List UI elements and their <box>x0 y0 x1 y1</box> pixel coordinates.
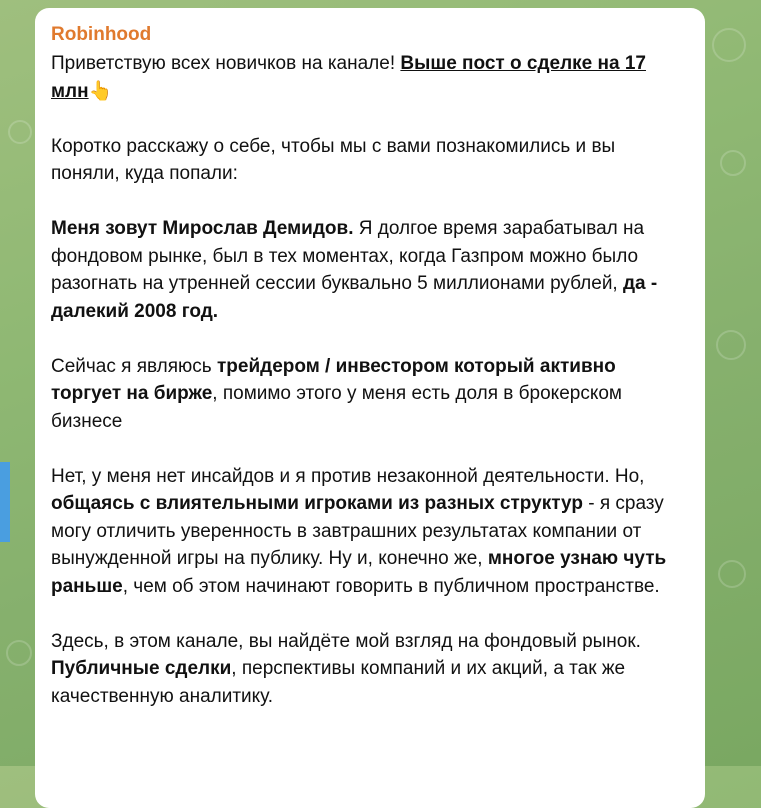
channel-text-2: , перспективы компаний и их акций, а так же качественную аналитику. <box>51 658 626 707</box>
wallpaper-doodle <box>6 640 32 666</box>
wallpaper-doodle <box>8 120 32 144</box>
paragraph-channel <box>51 628 687 711</box>
wallpaper-doodle <box>720 150 746 176</box>
post-link[interactable]: Выше пост о сделке на 17 млн <box>51 53 646 102</box>
sender-name[interactable]: Robinhood <box>51 24 152 45</box>
current-text-1: Сейчас я являюсь <box>51 355 217 377</box>
message-bubble <box>35 8 705 808</box>
wallpaper-doodle <box>716 330 746 360</box>
paragraph-current <box>51 353 687 436</box>
channel-text-1: Здесь, в этом канале, вы найдёте мой взгляд на фондовый рынок. <box>51 630 641 652</box>
paragraph-about <box>51 215 687 325</box>
insider-text-3: , чем об этом начинают говорить в публичном пространстве. <box>122 575 660 597</box>
players-bold: общаясь с влиятельными игроками из разных структур <box>51 493 583 514</box>
side-accent-bar <box>0 462 10 542</box>
name-bold: Меня зовут Мирослав Демидов. <box>51 218 354 239</box>
deals-bold: Публичные сделки <box>51 658 232 679</box>
greeting-text: Приветствую всех новичков на канале! <box>51 53 401 74</box>
insider-text-1: Нет, у меня нет инсайдов и я против незаконной деятельности. Но, <box>51 465 645 487</box>
pointing-up-emoji-icon: 👆 <box>88 80 113 102</box>
paragraph-greeting <box>51 50 687 105</box>
about-text: Я долгое время зарабатывал на фондовом рынке, был в тех моментах, когда Газпром можно было разогнать на утренней сессии буквально 5 миллионами рублей, <box>51 218 645 294</box>
paragraph-insider <box>51 463 687 601</box>
year-bold: да - далекий 2008 год. <box>51 273 658 322</box>
message-text <box>51 50 687 710</box>
wallpaper-doodle <box>718 560 746 588</box>
learn-bold: многое узнаю чуть раньше <box>51 548 667 597</box>
current-text-2: , помимо этого у меня есть доля в брокерском бизнесе <box>51 383 622 432</box>
paragraph-intro: Коротко расскажу о себе, чтобы мы с вами познакомились и вы поняли, куда попали: <box>51 135 616 184</box>
insider-text-2: - я сразу могу отличить уверенность в завтрашних результатах компании от вынужденной игры на публику. Ну и, конечно же, <box>51 493 664 569</box>
wallpaper-doodle <box>712 28 746 62</box>
trader-bold: трейдером / инвестором который активно торгует на бирже <box>51 355 616 404</box>
